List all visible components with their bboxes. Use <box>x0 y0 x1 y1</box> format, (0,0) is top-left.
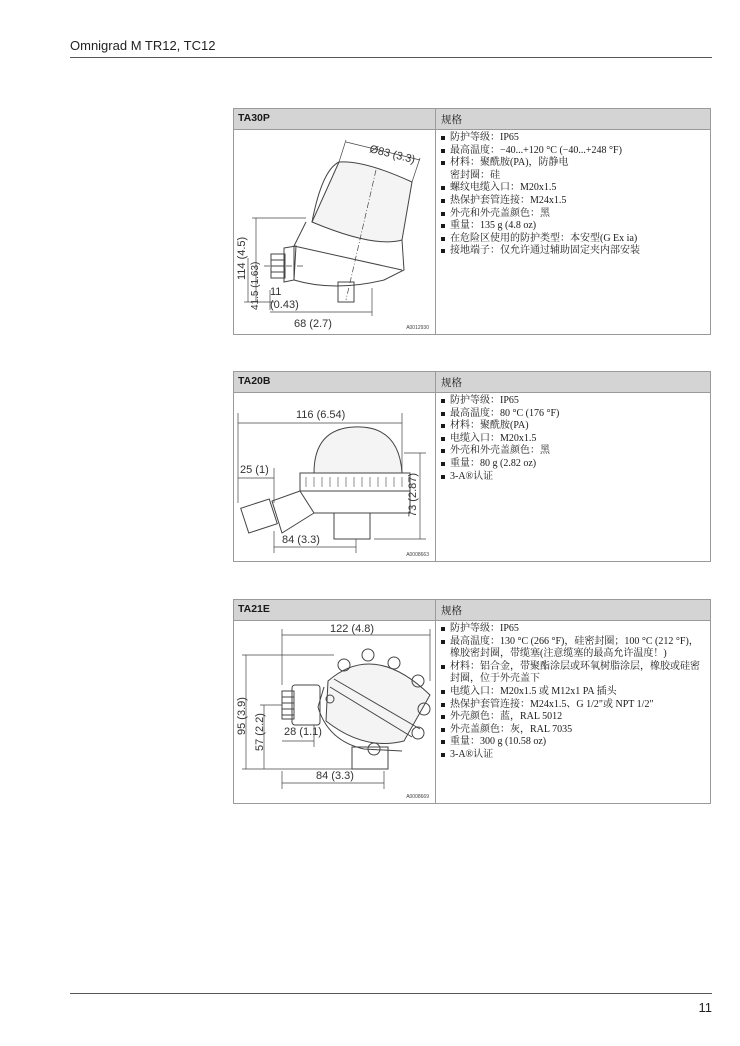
spec-item: 外壳颜色：蓝，RAL 5012 <box>441 711 705 724</box>
spec-item: 最高温度：80 °C (176 °F) <box>441 408 705 421</box>
model-name: TA30P <box>234 109 436 129</box>
spec-table-ta30p <box>233 108 711 335</box>
dim-width: 68 (2.7) <box>294 318 332 330</box>
dim-width: 84 (3.3) <box>316 770 354 782</box>
spec-list <box>441 623 705 762</box>
dim-offset: 11 <box>270 286 282 298</box>
figure-id: A0008669 <box>406 794 429 800</box>
dimension-drawing-ta21e <box>234 621 436 803</box>
spec-item: 3-A®认证 <box>441 749 705 762</box>
spec-column-header: 规格 <box>441 114 462 126</box>
spec-column-header: 规格 <box>441 605 462 617</box>
dim-width-total: 116 (6.54) <box>296 409 346 421</box>
spec-item: 接地端子：仅允许通过辅助固定夹内部安装 <box>441 245 705 258</box>
spec-item: 外壳和外壳盖颜色：黑 <box>441 208 705 221</box>
spec-item: 电缆入口：M20x1.5 或 M12x1 PA 插头 <box>441 686 705 699</box>
figure-id: A0012930 <box>406 325 429 331</box>
table-header-row <box>234 372 710 393</box>
spec-item: 最高温度：−40...+120 °C (−40...+248 °F) <box>441 145 705 158</box>
spec-item: 重量：80 g (2.82 oz) <box>441 458 705 471</box>
spec-item: 外壳和外壳盖颜色：黑 <box>441 445 705 458</box>
spec-list-container <box>436 130 710 334</box>
dim-lower: 57 (2.2) <box>254 713 266 751</box>
spec-item: 外壳盖颜色：灰，RAL 7035 <box>441 724 705 737</box>
spec-table-ta20b <box>233 371 711 562</box>
spec-item: 重量：300 g (10.58 oz) <box>441 736 705 749</box>
spec-item: 重量：135 g (4.8 oz) <box>441 220 705 233</box>
dim-width: 84 (3.3) <box>282 534 320 546</box>
dim-left: 25 (1) <box>240 464 269 476</box>
dimension-drawing-ta20b <box>234 393 436 561</box>
spec-item: 防护等级：IP65 <box>441 132 705 145</box>
dimension-drawing-ta30p <box>234 130 436 334</box>
dim-height: 95 (3.9) <box>236 697 248 735</box>
dim-offset-in: (0.43) <box>270 299 299 311</box>
spec-list-container <box>436 393 710 561</box>
table-header-row <box>234 109 710 130</box>
spec-list <box>441 132 705 258</box>
spec-item: 防护等级：IP65 <box>441 623 705 636</box>
spec-item: 电缆入口：M20x1.5 <box>441 433 705 446</box>
document-header-title: Omnigrad M TR12, TC12 <box>70 38 216 53</box>
spec-list-container <box>436 621 710 803</box>
spec-item: 3-A®认证 <box>441 471 705 484</box>
spec-item: 防护等级：IP65 <box>441 395 705 408</box>
dim-height: 73 (2.87) <box>407 472 419 517</box>
spec-list <box>441 395 705 483</box>
dim-height: 114 (4.5) <box>236 236 248 280</box>
dim-lower: 41.5 (1.63) <box>250 261 261 310</box>
dim-diameter: Ø83 (3.3) <box>368 143 417 167</box>
figure-id: A0008663 <box>406 552 429 558</box>
footer-divider <box>70 993 712 994</box>
spec-item: 在危险区使用的防护类型：本安型(G Ex ia) <box>441 233 705 246</box>
ta20b-drawing-svg <box>234 393 435 561</box>
spec-table-ta21e <box>233 599 711 804</box>
spec-item: 螺纹电缆入口：M20x1.5 <box>441 182 705 195</box>
spec-item: 材料：铝合金，带聚酯涂层或环氧树脂涂层，橡胶或硅密 封圈，位于外壳盖下 <box>441 661 705 686</box>
model-name: TA21E <box>234 600 436 620</box>
spec-item: 最高温度：130 °C (266 °F)，硅密封圈；100 °C (212 °F)， 橡胶密封圈，带缆塞(注意缆塞的最高允许温度！) <box>441 636 705 661</box>
table-header-row <box>234 600 710 621</box>
spec-column-header: 规格 <box>441 377 462 389</box>
header-divider <box>70 57 712 58</box>
ta21e-drawing-svg <box>234 621 435 803</box>
page-number: 11 <box>698 1000 712 1015</box>
dim-left: 28 (1.1) <box>284 726 322 738</box>
spec-item: 材料：聚酰胺(PA)，防静电 密封圈：硅 <box>441 157 705 182</box>
spec-item: 材料：聚酰胺(PA) <box>441 420 705 433</box>
spec-item: 热保护套管连接：M24x1.5 <box>441 195 705 208</box>
model-name: TA20B <box>234 372 436 392</box>
spec-item: 热保护套管连接：M24x1.5、G 1/2"或 NPT 1/2" <box>441 699 705 712</box>
dim-width-total: 122 (4.8) <box>330 623 375 635</box>
ta30p-drawing-svg <box>234 130 435 334</box>
